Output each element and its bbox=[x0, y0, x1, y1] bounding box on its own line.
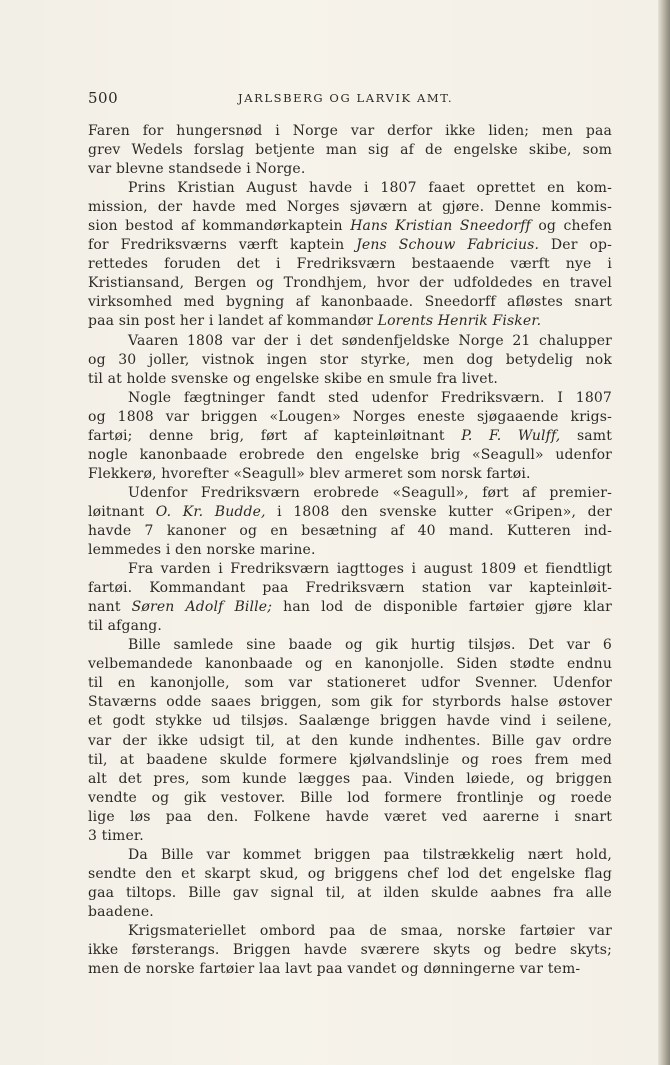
text-line: Prins Kristian August havde i 1807 faaet oprettet en kom- bbox=[128, 180, 612, 197]
text-line: Kristiansand, Bergen og Trondhjem, hvor der udfoldedes en travel bbox=[88, 275, 612, 292]
text-line: lige løs paa den. Folkene havde været ved aarerne i snart bbox=[88, 808, 612, 825]
text-line: gaa tiltops. Bille gav signal til, at ilden skulde aabnes fra alle bbox=[88, 884, 612, 901]
text-line: var blevne standsede i Norge. bbox=[88, 161, 306, 178]
text-line: Flekkerø, hvorefter «Seagull» blev armeret som norsk fartøi. bbox=[88, 465, 531, 482]
text-line: havde 7 kanoner og en besætning af 40 mand. Kutteren ind- bbox=[88, 522, 612, 539]
text-line: Vaaren 1808 var der i det søndenfjeldske Norge 21 chalupper bbox=[128, 332, 612, 349]
page-number: 500 bbox=[88, 89, 119, 107]
text-line: for Fredriksværns værft kaptein Jens Schouw Fabricius. Der op- bbox=[88, 237, 612, 254]
page-edge-shadow bbox=[658, 0, 670, 1065]
running-head bbox=[88, 89, 613, 107]
text-line: Krigsmateriellet ombord paa de smaa, norske fartøier var bbox=[128, 922, 612, 939]
text-line: til at holde svenske og engelske skibe en smule fra livet. bbox=[88, 370, 499, 387]
text-line: fartøi. Kommandant paa Fredriksværn station var kapteinløit- bbox=[88, 580, 612, 597]
text-line: baadene. bbox=[88, 903, 154, 920]
text-line: et godt stykke ud tilsjøs. Saalænge briggen havde vind i seilene, bbox=[88, 713, 612, 730]
text-line: lemmedes i den norske marine. bbox=[88, 542, 316, 559]
text-line: nant Søren Adolf Bille; han lod de disponible fartøier gjøre klar bbox=[88, 599, 612, 616]
text-line: ikke førsterangs. Briggen havde sværere skyts og bedre skyts; bbox=[88, 942, 612, 959]
text-line: sendte den et skarpt skud, og briggens chef lod det engelske flag bbox=[88, 865, 612, 882]
text-line: Da Bille var kommet briggen paa tilstrækkelig nært hold, bbox=[128, 846, 612, 863]
text-line: var der ikke udsigt til, at den kunde indhentes. Bille gav ordre bbox=[88, 732, 612, 749]
running-head-title: JARLSBERG OG LARVIK AMT. bbox=[238, 91, 454, 105]
text-line: Udenfor Fredriksværn erobrede «Seagull», ført af premier- bbox=[128, 484, 612, 501]
text-line: vendte og gik vestover. Bille lod formere frontlinje og roede bbox=[88, 789, 612, 806]
text-line: og 30 joller, vistnok ingen stor styrke, men dog betydelig nok bbox=[88, 351, 612, 368]
text-line: Staværns odde saaes briggen, som gik for styrbords halse østover bbox=[88, 694, 612, 711]
text-line: Bille samlede sine baade og gik hurtig tilsjøs. Det var 6 bbox=[128, 637, 612, 654]
text-line: Fra varden i Fredriksværn iagttoges i august 1809 et fiendtligt bbox=[128, 561, 612, 578]
text-line: grev Wedels forslag betjente man sig af de engelske skibe, som bbox=[88, 142, 612, 159]
text-line: virksomhed med bygning af kanonbaade. Sneedorff afløstes snart bbox=[88, 294, 612, 311]
text-line: Faren for hungersnød i Norge var derfor ikke liden; men paa bbox=[88, 123, 612, 139]
text-line: sion bestod af kommandørkaptein Hans Kristian Sneedorff og chefen bbox=[88, 218, 612, 235]
text-line: nogle kanonbaade erobrede den engelske brig «Seagull» udenfor bbox=[88, 446, 612, 463]
text-line: rettedes foruden det i Fredriksværn bestaaende værft nye i bbox=[88, 256, 612, 273]
text-line: til en kanonjolle, som var stationeret udfor Svenner. Udenfor bbox=[88, 675, 612, 692]
text-line: til, at baadene skulde formere kjølvandslinje og roes frem med bbox=[88, 751, 612, 768]
text-line: paa sin post her i landet af kommandør Lorents Henrik Fisker. bbox=[88, 313, 542, 330]
text-line: Nogle fægtninger fandt sted udenfor Fredriksværn. I 1807 bbox=[128, 389, 612, 406]
text-line: 3 timer. bbox=[88, 827, 144, 844]
text-line: men de norske fartøier laa lavt paa vandet og dønningerne var tem- bbox=[88, 961, 581, 978]
text-line: velbemandede kanonbaade og en kanonjolle. Siden stødte endnu bbox=[88, 656, 612, 673]
text-line: og 1808 var briggen «Lougen» Norges eneste sjøgaaende krigs- bbox=[88, 408, 612, 425]
text-line: til afgang. bbox=[88, 618, 162, 635]
text-line: alt det pres, som kunde lægges paa. Vinden løiede, og briggen bbox=[88, 770, 612, 787]
text-line: mission, der havde med Norges sjøværn at gjøre. Denne kommis- bbox=[88, 199, 612, 216]
body-text bbox=[88, 122, 612, 979]
text-line: løitnant O. Kr. Budde, i 1808 den svenske kutter «Gripen», der bbox=[88, 503, 612, 520]
text-line: fartøi; denne brig, ført af kapteinløitnant P. F. Wulff, samt bbox=[88, 427, 612, 444]
